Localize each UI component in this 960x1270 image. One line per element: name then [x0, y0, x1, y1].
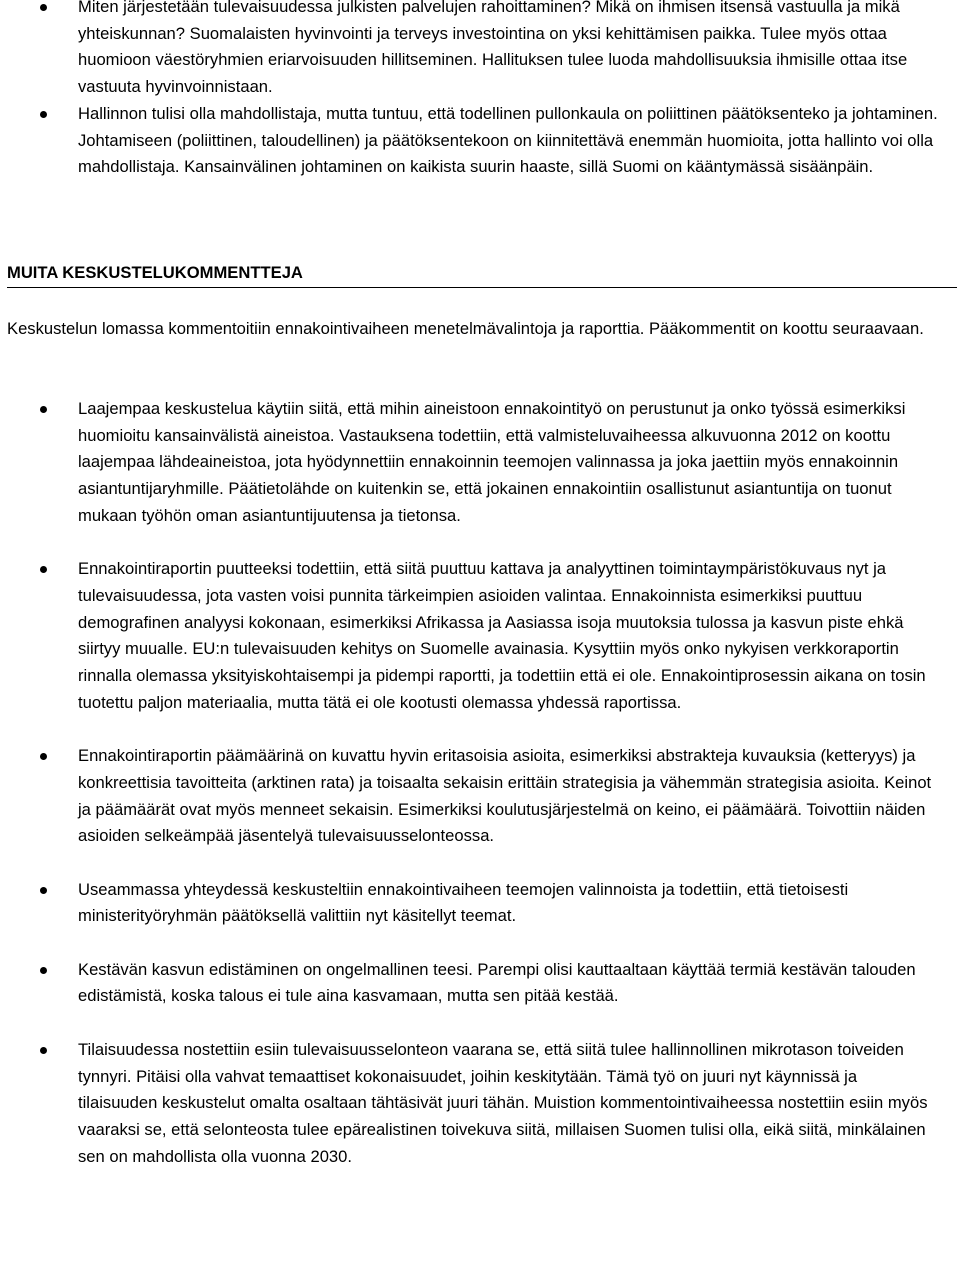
list-item-text: Ennakointiraportin puutteeksi todettiin, että siitä puuttuu kattava ja analyyttinen toimintaympäristökuvaus nyt ja tulevaisuudessa, jota vasten voisi punnita tärkeimpien asioiden valintaa. Ennakoinnista esimerkiksi puuttuu demografinen analyysi kokonaan, esimerkiksi Afrikassa ja Aasiassa isoja muutoksia tulossa ja kasvun piste ehkä siirtyy muualle. EU:n tulevaisuuden kehitys on Suomelle avainasia. Kysyttiin myös onko nykyisen verkkoraportin rinnalla olemassa yksityiskohtaisempi ja pidempi raportti, ja todettiin että ei ole. Ennakointiprosessin aikana on tosin tuotettu paljon materiaalia, mutta tätä ei ole kootusti olemassa yhdessä raportissa.	[78, 559, 926, 712]
list-item-text: Kestävän kasvun edistäminen on ongelmallinen teesi. Parempi olisi kauttaaltaan käyttää termiä kestävän talouden edistämistä, koska talous ei tule aina kasvamaan, mutta sen pitää kestää.	[78, 959, 916, 1006]
bullet-icon	[40, 1047, 47, 1054]
section-heading: MUITA KESKUSTELUKOMMENTTEJA	[7, 260, 957, 288]
list-item-text: Ennakointiraportin päämäärinä on kuvattu hyvin eritasoisia asioita, esimerkiksi abstrakteja kuvauksia (ketteryys) ja konkreettisia tavoitteita (arktinen rata) ja toisaalta sekaisin erittäin strategisia ja vähemmän strategisia asioita. Keinot ja päämäärät ovat myös menneet sekaisin. Esimerkiksi koulutusjärjestelmä on keino, ei päämäärä. Toivottiin näiden asioiden selkeämpää jäsentelyä tulevaisuusselonteossa.	[78, 746, 932, 846]
comment-bullet-list	[0, 396, 960, 1197]
list-item	[0, 396, 960, 530]
bullet-icon	[40, 111, 47, 118]
list-item-text: Laajempaa keskustelua käytiin siitä, että mihin aineistoon ennakointityö on perustunut ja onko työssä esimerkiksi huomioitu kansainvälistä aineistoa. Vastauksena todettiin, että valmisteluvaiheessa alkuvuonna 2012 on koottu laajempaa lähdeaineistoa, jota hyödynnettiin ennakoinnin teemojen valinnassa ja joka jaettiin myös ennakoinnin asiantuntijaryhmille. Päätietolähde on kuitenkin se, että jokainen ennakointiin osallistunut asiantuntija on tuonut mukaan työhön oman asiantuntijuutensa ja tietonsa.	[78, 399, 906, 525]
list-item	[0, 556, 960, 716]
list-item-text: Miten järjestetään tulevaisuudessa julkisten palvelujen rahoittaminen? Mikä on ihmisen itsensä vastuulla ja mikä yhteiskunnan? Suomalaisten hyvinvointi ja terveys investointina on yksi kehittämisen paikka. Tulee myös ottaa huomioon väestöryhmien eriarvoisuuden hillitseminen. Hallituksen tulee luoda mahdollisuuksia ihmisille ottaa itse vastuuta hyvinvoinnistaan.	[78, 0, 908, 97]
list-item	[0, 957, 960, 1010]
list-item	[0, 877, 960, 930]
bullet-icon	[40, 4, 47, 11]
list-item	[0, 1037, 960, 1171]
list-item	[0, 743, 960, 850]
bullet-icon	[40, 566, 47, 573]
list-item	[0, 0, 960, 101]
section-intro: Keskustelun lomassa kommentoitiin ennakointivaiheen menetelmävalintoja ja raporttia. Pääkommentit on koottu seuraavaan.	[7, 319, 924, 338]
list-item	[0, 101, 960, 181]
bullet-icon	[40, 967, 47, 974]
list-item-text: Useammassa yhteydessä keskusteltiin ennakointivaiheen teemojen valinnoista ja todettiin, että tietoisesti ministerityöryhmän päätöksellä valittiin nyt käsitellyt teemat.	[78, 879, 849, 926]
bullet-icon	[40, 406, 47, 413]
top-bullet-list	[0, 0, 960, 181]
bullet-icon	[40, 887, 47, 894]
bullet-icon	[40, 753, 47, 760]
list-item-text: Tilaisuudessa nostettiin esiin tulevaisuusselonteon vaarana se, että siitä tulee hallinnollinen mikrotason toiveiden tynnyri. Pitäisi olla vahvat temaattiset kokonaisuudet, joihin keskitytään. Tämä työ on juuri nyt käynnissä ja tilaisuuden keskustelut omalta osaltaan tähtäsivät juuri tähän. Muistion kommentointivaiheessa nostettiin esiin myös vaaraksi se, että selonteosta tulee epärealistinen toivekuva siitä, millaisen Suomen tulisi olla, eikä siitä, minkälainen sen on mahdollista olla vuonna 2030.	[78, 1039, 928, 1166]
list-item-text: Hallinnon tulisi olla mahdollistaja, mutta tuntuu, että todellinen pullonkaula on poliittinen päätöksenteko ja johtaminen. Johtamiseen (poliittinen, taloudellinen) ja päätöksentekoon on kiinnitettävä enemmän huomioita, jotta hallinto voi olla mahdollistaja. Kansainvälinen johtaminen on kaikista suurin haaste, sillä Suomi on kääntymässä sisäänpäin.	[78, 104, 938, 177]
